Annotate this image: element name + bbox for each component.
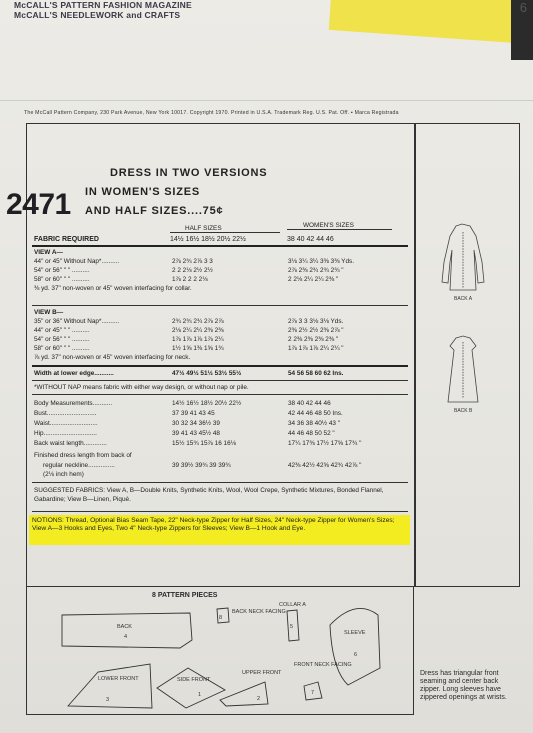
view-a-row-label: 54" or 56" " " .......... (34, 267, 90, 274)
view-a-row-half: 1⅞ 2 2 2 2⅛ (172, 276, 208, 283)
notions-text: NOTIONS: Thread, Optional Bias Seam Tape, 22" Neck-type Zipper for Half Sizes, 24" Neck-type Zipper for Women's Sizes; View A—3 Hooks and Eyes, Two 4" Neck-type Zippers for Sleeves; View B—1 Hook and Eye. (32, 517, 395, 532)
upper-front-number: 2 (257, 696, 261, 702)
lower-front-label: LOWER FRONT (98, 676, 139, 682)
upper-front-shape (220, 682, 268, 706)
sleeve-label: SLEEVE (344, 630, 366, 636)
side-front-number: 1 (198, 692, 202, 698)
measurement-womens: 38 40 42 44 46 (288, 400, 331, 407)
back-b-caption: BACK B (454, 408, 473, 414)
front-neck-label: FRONT NECK FACING (294, 662, 352, 668)
back-neck-number: 8 (219, 615, 223, 621)
lower-front-shape (68, 664, 152, 708)
view-b-row-half: 1½ 1⅝ 1⅜ 1⅝ 1¾ (172, 345, 224, 352)
finished-length-womens: 42⅜ 42½ 42⅝ 42¾ 42⅞ " (288, 462, 362, 469)
half-sizes-label: HALF SIZES (185, 225, 222, 232)
measurement-label: Bust............................ (34, 410, 97, 417)
view-b-row-womens: 2 2⅜ 2⅜ 2⅜ 2⅜ " (288, 336, 339, 343)
measurement-womens: 44 46 48 50 52 " (288, 430, 335, 437)
without-nap-note: *WITHOUT NAP means fabric with either way design, or without nap or pile. (34, 384, 249, 391)
pattern-pieces-title: 8 PATTERN PIECES (152, 592, 218, 599)
measurement-label: Back waist length............. (34, 440, 107, 447)
title-line-1: DRESS IN TWO VERSIONS (110, 167, 268, 179)
suggested-fabrics: SUGGESTED FABRICS: View A, B—Double Knits, Synthetic Knits, Wool, Wool Crepe, Synthetic Mixtures, Bonded Flannel, Gabardine; View B—Linen, Piqué. (34, 487, 384, 503)
measurement-half: 15½ 15¾ 15⅞ 16 16⅛ (172, 440, 236, 447)
view-a-label: VIEW A— (34, 249, 63, 256)
womens-sizes-label: WOMEN'S SIZES (303, 222, 354, 229)
finished-length-half: 39 39½ 39¾ 39 39¾ (172, 462, 231, 469)
view-b-row-womens: 2⅞ 3 3 3⅛ 3⅛ Yds. (288, 318, 344, 325)
view-b-row-half: 1⅞ 1⅞ 1⅞ 1⅞ 2¼ (172, 336, 224, 343)
finished-length-line-2: regular neckline............... (43, 462, 115, 469)
side-front-label: SIDE FRONT (177, 677, 211, 683)
back-piece-shape (62, 613, 192, 648)
womens-sizes-header: 38 40 42 44 46 (287, 236, 334, 243)
masthead-line-1: McCALL'S PATTERN FASHION MAGAZINE (14, 0, 192, 10)
view-a-row-womens: 2 2⅛ 2¼ 2¼ 2⅜ " (288, 276, 339, 283)
view-b-row-womens: 2⅜ 2½ 2½ 2⅜ 2⅞ " (288, 327, 344, 334)
measurement-half: 37 39 41 43 45 (172, 410, 215, 417)
view-b-interfacing-note: ⅞ yd. 37" non-woven or 45" woven interfacing for neck. (34, 354, 191, 361)
measurement-label: Hip.............................. (34, 430, 97, 437)
measurement-half: 14½ 16½ 18½ 20½ 22½ (172, 400, 242, 407)
finished-length-line-1: Finished dress length from back of (34, 452, 132, 459)
view-a-row-label: 44" or 45" Without Nap*.......... (34, 258, 120, 265)
view-a-interfacing-note: ⅜ yd. 37" non-woven or 45" woven interfacing for collar. (34, 285, 192, 292)
back-neck-label: BACK NECK FACING (232, 609, 286, 615)
measurement-womens: 42 44 46 48 50 Ins. (288, 410, 343, 417)
view-a-row-womens: 3⅛ 3¼ 3¼ 3⅜ 3⅜ Yds. (288, 258, 354, 265)
back-piece-number: 4 (124, 634, 128, 640)
view-a-row-half: 2 2 2⅛ 2½ 2½ (172, 267, 213, 274)
collar-label: COLLAR A (279, 602, 306, 608)
view-b-row-half: 2¾ 2¾ 2¾ 2⅞ 2⅞ (172, 318, 224, 325)
half-sizes-header: 14½ 16½ 18½ 20½ 22½ (170, 236, 246, 243)
width-half: 47½ 49½ 51½ 53½ 55½ (172, 370, 242, 377)
measurement-half: 39 41 43 45½ 48 (172, 430, 220, 437)
view-a-row-womens: 2⅞ 2⅜ 2¾ 2¾ 2¾ " (288, 267, 344, 274)
measurement-label: Waist........................... (34, 420, 98, 427)
view-b-row-label: 44" or 45" " " .......... (34, 327, 90, 334)
measurement-half: 30 32 34 36½ 39 (172, 420, 220, 427)
width-womens: 54 56 58 60 62 Ins. (288, 370, 344, 377)
copyright-line: The McCall Pattern Company, 230 Park Avenue, New York 10017. Copyright 1970. Printed in U.S.A. Trademark Reg. U.S. Pat. Off. ▪ Marca Registrada (24, 110, 399, 116)
front-neck-number: 7 (311, 690, 315, 696)
back-a-caption: BACK A (454, 296, 473, 302)
view-a-row-label: 58" or 60" " " .......... (34, 276, 90, 283)
measurement-womens: 34 36 38 40½ 43 " (288, 420, 341, 427)
masthead-line-2: McCALL'S NEEDLEWORK and CRAFTS (14, 10, 181, 20)
title-line-3: AND HALF SIZES....75¢ (85, 205, 224, 217)
view-b-row-half: 2⅛ 2¼ 2¼ 2⅜ 2⅜ (172, 327, 224, 334)
measurement-label: Body Measurements........... (34, 400, 113, 407)
title-line-2: IN WOMEN'S SIZES (85, 186, 201, 198)
side-description: Dress has triangular front seaming and center back zipper. Long sleeves have zippered openings at wrists. (420, 670, 507, 701)
fabric-required-heading: FABRIC REQUIRED (34, 236, 99, 243)
view-b-row-label: 35" or 36" Without Nap*.......... (34, 318, 120, 325)
view-b-label: VIEW B— (34, 309, 64, 316)
view-b-row-label: 58" or 60" " " .......... (34, 345, 90, 352)
upper-front-label: UPPER FRONT (242, 670, 282, 676)
width-label: Width at lower edge........... (34, 370, 114, 377)
sleeve-shape (330, 608, 380, 685)
view-a-row-half: 2⅞ 2¾ 2⅞ 3 3 (172, 258, 213, 265)
measurement-womens: 17¼ 17⅜ 17½ 17⅝ 17¾ " (288, 440, 362, 447)
hem-note: (2⅛ inch hem) (43, 471, 84, 478)
pattern-number: 2471 (6, 188, 71, 221)
back-piece-label: BACK (117, 624, 132, 630)
view-b-row-label: 54" or 56" " " .......... (34, 336, 90, 343)
side-front-shape (157, 668, 225, 708)
sleeve-number: 6 (354, 652, 358, 658)
corner-number: 6 (519, 0, 527, 15)
collar-number: 5 (290, 624, 294, 630)
view-b-row-womens: 1⅞ 1⅞ 1⅞ 2¼ 2¼ " (288, 345, 344, 352)
lower-front-number: 3 (106, 697, 110, 703)
